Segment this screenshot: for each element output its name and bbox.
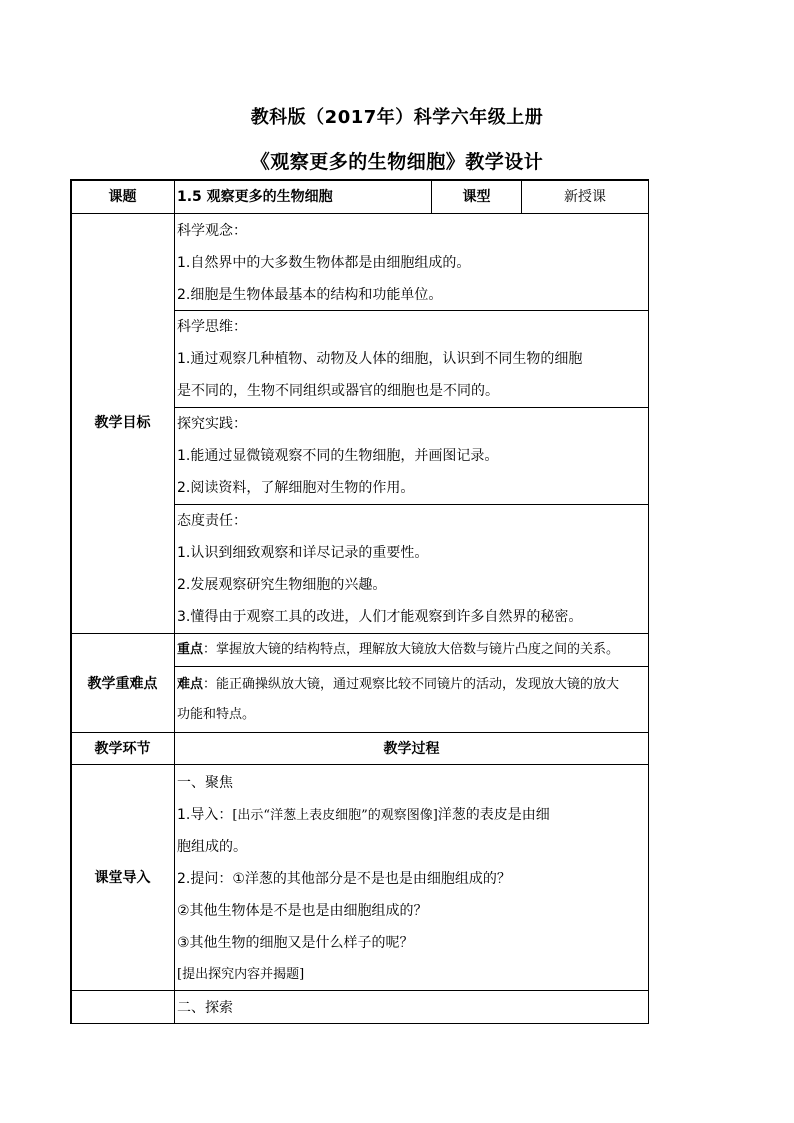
thinking-heading: 科学思维： [177,319,247,335]
concept-heading: 科学观念： [177,223,247,239]
question-3: ③其他生物的细胞又是什么样子的呢？ [177,935,414,951]
key-point-line [177,641,619,659]
row-line [70,633,649,634]
intro-label: 课堂导入 [94,870,151,886]
row-line [70,764,649,765]
key-points-label: 教学重难点 [87,676,158,692]
difficult-point-line-2: 功能和特点。 [177,707,256,722]
attitude-item: 1.认识到细致观察和详尽记录的重要性。 [177,545,429,561]
type-value: 新授课 [564,189,606,205]
document-title: 教科版（2017年）科学六年级上册 [250,107,544,128]
question-1: 2.提问：①洋葱的其他部分是不是也是由细胞组成的？ [177,871,511,887]
intro-line-2: 胞组成的。 [177,839,247,855]
thinking-line: 1.通过观察几种植物、动物及人体的细胞，认识到不同生物的细胞 [177,351,583,367]
thinking-line: 是不同的，生物不同组织或器官的细胞也是不同的。 [177,383,499,399]
explore-heading: 二、探索 [177,1000,233,1016]
practice-item: 2.阅读资料，了解细胞对生物的作用。 [177,480,415,496]
objectives-label: 教学目标 [94,415,151,431]
intro-note: [出示“洋葱上表皮细胞”的观察图像] [232,808,438,823]
column-divider [174,179,175,1024]
process-header: 教学过程 [383,741,440,757]
concept-item: 2.细胞是生物体最基本的结构和功能单位。 [177,287,443,303]
intro-prefix: 1.导入： [177,807,233,823]
section-line [174,407,649,408]
intro-line [177,806,550,825]
attitude-item: 3.懂得由于观察工具的改进，人们才能观察到许多自然界的秘密。 [177,609,583,625]
table-border-left [70,179,72,1024]
concept-item: 1.自然界中的大多数生物体都是由细胞组成的。 [177,255,471,271]
table-border-right [648,179,650,1024]
practice-heading: 探究实践： [177,416,247,432]
stage-header: 教学环节 [94,741,151,757]
row-line [70,213,649,214]
attitude-item: 2.发展观察研究生物细胞的兴趣。 [177,577,387,593]
section-line [174,504,649,505]
attitude-heading: 态度责任： [177,513,247,529]
difficult-point-line [177,676,619,694]
section-line [174,666,649,667]
topic-value: 1.5 观察更多的生物细胞 [177,189,333,205]
difficult-label: 难点 [177,677,204,692]
type-label: 课型 [462,189,491,205]
topic-label: 课题 [108,189,137,205]
row-line [70,990,649,991]
key-label: 重点 [177,642,204,657]
intro-suffix: 洋葱的表皮是由细 [437,807,550,823]
difficult-text: ：能正确操纵放大镜，通过观察比较不同镜片的活动，发现放大镜的放大 [203,677,620,692]
table-border-bottom [70,1023,649,1025]
document-subtitle: 《观察更多的生物细胞》教学设计 [250,151,544,173]
practice-item: 1.能通过显微镜观察不同的生物细胞，并画图记录。 [177,448,499,464]
question-2: ②其他生物体是不是也是由细胞组成的？ [177,903,428,919]
key-text: ：掌握放大镜的结构特点，理解放大镜放大倍数与镜片凸度之间的关系。 [203,642,620,657]
intro-heading: 一、聚焦 [177,775,233,791]
intro-note-2: [提出探究内容并揭题] [177,967,305,982]
section-line [174,310,649,311]
table-border-top [70,179,649,181]
row-line [70,732,649,733]
